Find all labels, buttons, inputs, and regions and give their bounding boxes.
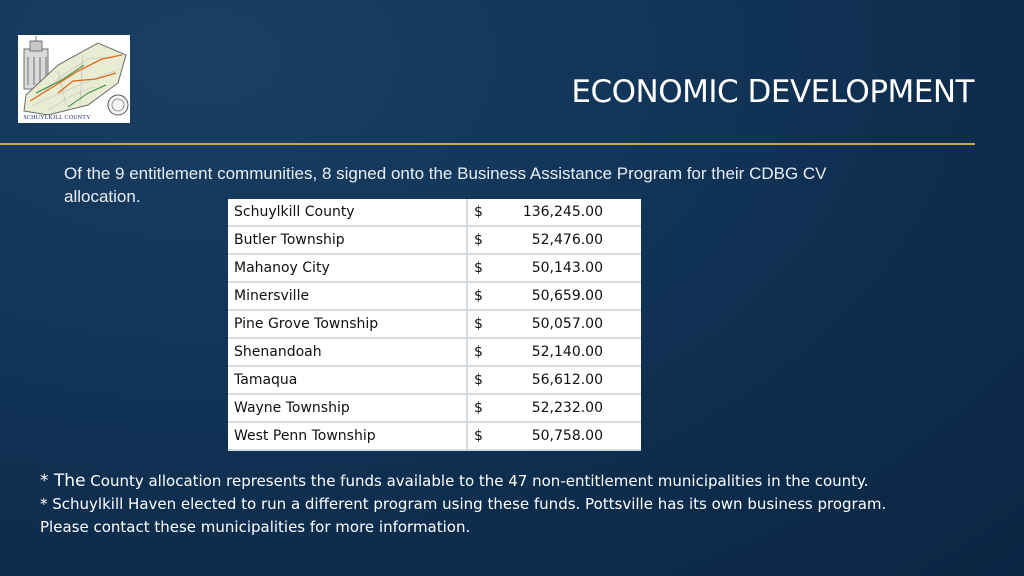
logo-caption: SCHUYLKILL COUNTY (23, 115, 91, 121)
municipality-name: Pine Grove Township (228, 310, 467, 338)
table-row (228, 338, 641, 366)
footnote-county-allocation (40, 470, 910, 493)
allocation-amount: 50,057.00 (522, 310, 641, 338)
allocation-amount: 136,245.00 (522, 199, 641, 226)
table-row (228, 422, 641, 450)
currency-symbol: $ (467, 394, 522, 422)
county-logo (18, 35, 130, 123)
municipality-name: Minersville (228, 282, 467, 310)
municipality-name: Shenandoah (228, 338, 467, 366)
allocation-amount: 50,143.00 (522, 254, 641, 282)
currency-symbol: $ (467, 422, 522, 450)
table-row (228, 254, 641, 282)
currency-symbol: $ (467, 366, 522, 394)
currency-symbol: $ (467, 282, 522, 310)
page-title: ECONOMIC DEVELOPMENT (571, 74, 974, 110)
allocation-amount: 50,758.00 (522, 422, 641, 450)
table-row (228, 394, 641, 422)
allocation-amount: 52,476.00 (522, 226, 641, 254)
table-row (228, 366, 641, 394)
currency-symbol: $ (467, 254, 522, 282)
currency-symbol: $ (467, 199, 522, 226)
table-row (228, 226, 641, 254)
allocation-amount: 52,140.00 (522, 338, 641, 366)
allocation-amount: 56,612.00 (522, 366, 641, 394)
table-row (228, 282, 641, 310)
footnote-text: County allocation represents the funds available to the 47 non-entitlement municipalities in the county. (85, 472, 869, 490)
table-row (228, 310, 641, 338)
allocation-table (228, 199, 641, 451)
county-map-icon (18, 35, 130, 123)
allocation-amount: 52,232.00 (522, 394, 641, 422)
footnote-marker: * The (40, 471, 86, 491)
footnotes (40, 470, 910, 539)
currency-symbol: $ (467, 338, 522, 366)
municipality-name: West Penn Township (228, 422, 467, 450)
currency-symbol: $ (467, 226, 522, 254)
municipality-name: Wayne Township (228, 394, 467, 422)
title-divider (0, 143, 975, 145)
table-row (228, 199, 641, 226)
municipality-name: Mahanoy City (228, 254, 467, 282)
municipality-name: Schuylkill County (228, 199, 467, 226)
allocation-amount: 50,659.00 (522, 282, 641, 310)
municipality-name: Tamaqua (228, 366, 467, 394)
intro-text: Of the 9 entitlement communities, 8 signed onto the Business Assistance Program for their CDBG CV allocation. (64, 164, 827, 206)
municipality-name: Butler Township (228, 226, 467, 254)
footnote-schuylkill-haven: * Schuylkill Haven elected to run a different program using these funds. Pottsville has its own business program. Please contact these municipalities for more information. (40, 495, 887, 536)
currency-symbol: $ (467, 310, 522, 338)
